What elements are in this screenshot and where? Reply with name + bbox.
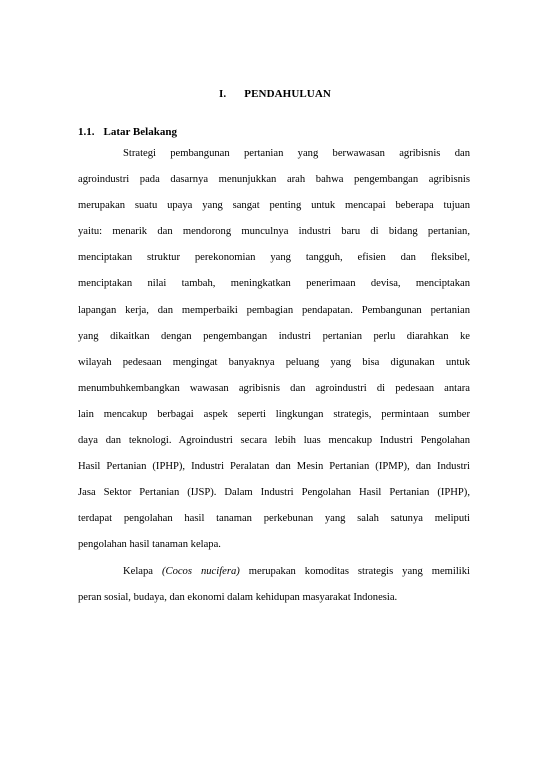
paragraph-1-line: Jasa Sektor Pertanian (IJSP). Dalam Industri Pengolahan Hasil Pertanian (IPHP), — [78, 487, 470, 499]
chapter-heading — [0, 88, 550, 100]
paragraph-1-line: lain mencakup berbagai aspek seperti lingkungan strategis, permintaan sumber — [78, 408, 470, 420]
body-text — [78, 141, 470, 611]
section-number: 1.1. — [78, 126, 95, 138]
paragraph-1-line: merupakan suatu upaya yang sangat penting untuk mencapai beberapa tujuan — [78, 200, 470, 212]
chapter-number: I. — [219, 88, 227, 100]
section-title-text: Latar Belakang — [103, 126, 177, 138]
paragraph-1-line: menciptakan struktur perekonomian yang tangguh, efisien dan fleksibel, — [78, 252, 470, 264]
paragraph-1-line: menciptakan nilai tambah, meningkatkan penerimaan devisa, menciptakan — [78, 278, 470, 290]
scientific-name: (Cocos nucifera) — [161, 565, 240, 577]
paragraph-1-line: lapangan kerja, dan memperbaiki pembagian pendapatan. Pembangunan pertanian — [78, 304, 470, 316]
paragraph-2 — [78, 559, 470, 611]
paragraph-1-line: wilayah pedesaan mengingat banyaknya peluang yang bisa digunakan untuk — [78, 356, 470, 368]
paragraph-1-line: agroindustri pada dasarnya menunjukkan arah bahwa pengembangan agribisnis — [78, 174, 470, 186]
paragraph-2-line-1 — [78, 559, 470, 585]
chapter-title-text: PENDAHULUAN — [244, 88, 331, 100]
paragraph-1 — [78, 141, 470, 559]
paragraph-1-line: menumbuhkembangkan wawasan agribisnis dan agroindustri di pedesaan antara — [78, 382, 470, 394]
paragraph-1-line: Hasil Pertanian (IPHP), Industri Peralatan dan Mesin Pertanian (IPMP), dan Industri — [78, 461, 470, 473]
section-heading — [78, 126, 177, 138]
paragraph-2-line-2: peran sosial, budaya, dan ekonomi dalam kehidupan masyarakat Indonesia. — [78, 591, 398, 603]
paragraph-1-line: Strategi pembangunan pertanian yang berwawasan agribisnis dan — [123, 148, 470, 159]
paragraph-1-line: terdapat pengolahan hasil tanaman perkebunan yang salah satunya meliputi — [78, 513, 470, 525]
paragraph-1-line: pengolahan hasil tanaman kelapa. — [78, 539, 221, 551]
paragraph-2-text-a: Kelapa — [123, 565, 162, 577]
paragraph-1-line: yang dikaitkan dengan pengembangan industri pertanian perlu diarahkan ke — [78, 330, 470, 342]
paragraph-1-line: daya dan teknologi. Agroindustri secara lebih luas mencakup Industri Pengolahan — [78, 435, 470, 447]
paragraph-1-line: yaitu: menarik dan mendorong munculnya industri baru di bidang pertanian, — [78, 226, 470, 238]
paragraph-2-text-b: merupakan komoditas strategis yang memiliki — [239, 565, 470, 577]
